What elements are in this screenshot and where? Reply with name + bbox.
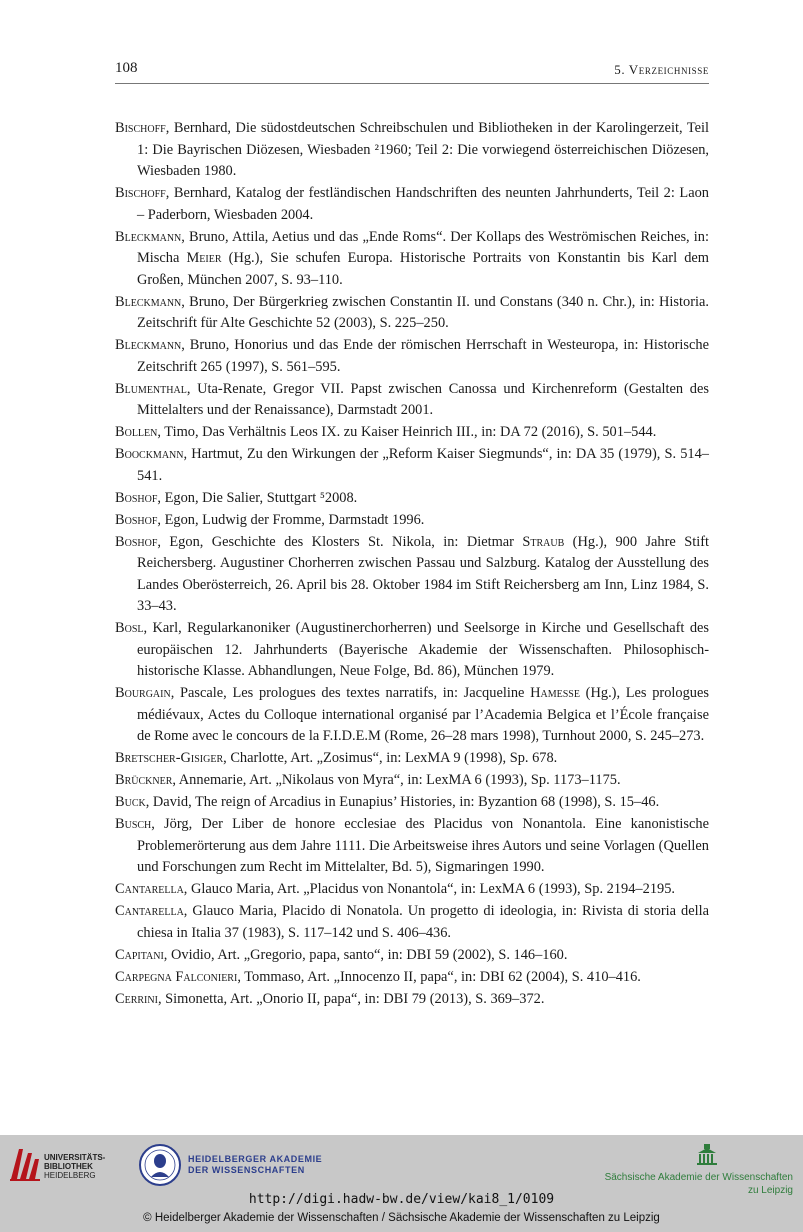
entry-author: Bollen (115, 424, 158, 440)
saw-building-icon (696, 1143, 718, 1167)
entry-text: , David, The reign of Arcadius in Eunapius’ Histories, in: Byzantion 68 (1998), S. 15–46. (145, 794, 660, 810)
bibliography-entry (115, 335, 709, 378)
entry-text: , Annemarie, Art. „Nikolaus von Myra“, in: LexMA 6 (1993), Sp. 1173–1175. (172, 772, 621, 788)
entry-author: Bleckmann (115, 293, 182, 310)
bibliography-entry (115, 292, 709, 335)
entry-editor: Meier (186, 250, 222, 266)
bibliography-entry (115, 901, 709, 944)
entry-author: Brückner (115, 772, 173, 788)
ub-line-1: UNIVERSITÄTS- (44, 1153, 106, 1162)
entry-author: Cantarella (115, 881, 184, 897)
entry-author: Cantarella (115, 903, 184, 919)
hadw-line-2: DER WISSENSCHAFTEN (188, 1165, 305, 1175)
bibliography-entry (115, 488, 709, 510)
entry-text: , Egon, Die Salier, Stuttgart ⁵2008. (157, 489, 358, 506)
entry-author: Bischoff (115, 120, 166, 136)
bibliography-entry (115, 879, 709, 901)
entry-text: , Karl, Regularkanoniker (Augustinerchorherren) und Seelsorge in Kirche und Gesellschaft des europäischen 12. Jahrhunderts (Bayerische Akademie der Wissenschaften. Philosophisch-historische Klasse. Abhandlungen, Neue Folge, Bd. 86), München 1979. (137, 620, 709, 679)
entry-author: Boshof (115, 533, 158, 550)
entry-text: , Uta-Renate, Gregor VII. Papst zwischen Canossa und Kirchenreform (Gestalten des Mittelalters und der Renaissance), Darmstadt 2001. (137, 380, 709, 418)
bibliography-entry (115, 814, 709, 879)
entry-text-continued: (Hg.), Sie schufen Europa. Historische Portraits von Konstantin bis Karl dem Großen, München 2007, S. 93–110. (137, 250, 709, 288)
entry-author: Bleckmann (115, 337, 182, 353)
entry-text: , Jörg, Der Liber de honore ecclesiae des Placidus von Nonantola. Eine kanonistische Problemerörterung aus dem Jahre 1111. Die Arbeitsweise ihres Autors und seine Vorlagen (Quellen und Forschungen zum Recht im Mittelalter, Bd. 5), Sigmaringen 1990. (137, 816, 709, 875)
entry-author: Busch (115, 816, 152, 832)
bibliography-entry (115, 510, 709, 532)
permalink[interactable]: http://digi.hadw-bw.de/view/kai8_1/0109 (248, 1192, 555, 1207)
bibliography-entry (115, 792, 709, 814)
hadw-line-1: HEIDELBERGER AKADEMIE (188, 1154, 323, 1164)
bibliography-entry (115, 683, 709, 748)
entry-text: , Ovidio, Art. „Gregorio, papa, santo“, in: DBI 59 (2002), S. 146–160. (163, 946, 568, 963)
running-head: 5. Verzeichnisse (614, 62, 709, 77)
entry-author: Boockmann (115, 446, 184, 462)
entry-author: Buck (115, 794, 146, 810)
bibliography (115, 118, 709, 1011)
entry-author: Bischoff (115, 185, 166, 201)
bibliography-entry (115, 989, 709, 1011)
bibliography-entry (115, 118, 709, 183)
entry-author: Capitani (115, 946, 164, 963)
entry-text: , Charlotte, Art. „Zosimus“, in: LexMA 9 (1998), Sp. 678. (223, 750, 558, 766)
entry-editor: Straub (522, 533, 565, 550)
saw-line-1: Sächsische Akademie der Wissenschaften (604, 1172, 793, 1183)
saw-line-2: zu Leipzig (747, 1185, 793, 1196)
entry-author: Carpegna Falconieri (115, 968, 238, 985)
entry-text: , Bruno, Der Bürgerkrieg zwischen Constantin II. und Constans (340 n. Chr.), in: Historia. Zeitschrift für Alte Geschichte 52 (2003), S. 225–250. (137, 293, 709, 331)
bibliography-entry (115, 770, 709, 792)
entry-text: , Bernhard, Die südostdeutschen Schreibschulen und Bibliotheken in der Karolingerzeit, Teil 1: Die Bayrischen Diözesen, Wiesbaden ²1960; Teil 2: Die vorwiegend österreichischen Diözesen, Wiesbaden 1980. (137, 120, 709, 179)
entry-author: Cerrini (115, 990, 158, 1007)
bibliography-entry (115, 379, 709, 422)
entry-text: , Egon, Geschichte des Klosters St. Nikola, in: Dietmar (157, 533, 523, 550)
ub-line-2: BIBLIOTHEK (44, 1162, 93, 1171)
entry-text: , Bernhard, Katalog der festländischen Handschriften des neunten Jahrhunderts, Teil 2: Laon – Paderborn, Wiesbaden 2004. (137, 185, 709, 223)
bibliography-entry (115, 967, 709, 989)
entry-author: Blumenthal (115, 380, 187, 397)
header-rule (115, 83, 709, 84)
page-number: 108 (115, 60, 138, 76)
entry-author: Bosl (115, 620, 144, 636)
entry-text: , Glauco Maria, Placido di Nonatola. Un progetto di ideologia, in: Rivista di storia della chiesa in Italia 37 (1983), S. 117–142 und S. 406–436. (137, 903, 709, 941)
entry-text: , Simonetta, Art. „Onorio II, papa“, in: DBI 79 (2013), S. 369–372. (157, 990, 545, 1007)
entry-editor: Hamesse (530, 685, 580, 701)
copyright-notice: © Heidelberger Akademie der Wissenschaften / Sächsische Akademie der Wissenschaften zu Leipzig (143, 1212, 660, 1224)
entry-author: Bourgain (115, 685, 171, 701)
entry-author: Bretscher-Gisiger (115, 750, 224, 766)
hadw-seal-icon (138, 1143, 182, 1187)
entry-text: , Tommaso, Art. „Innocenzo II, papa“, in: DBI 62 (2004), S. 410–416. (237, 968, 641, 985)
entry-text: , Timo, Das Verhältnis Leos IX. zu Kaiser Heinrich III., in: DA 72 (2016), S. 501–544. (157, 424, 657, 440)
bibliography-entry (115, 748, 709, 770)
entry-text: , Egon, Ludwig der Fromme, Darmstadt 1996. (157, 511, 425, 528)
entry-text: , Pascale, Les prologues des textes narratifs, in: Jacqueline (170, 685, 531, 701)
university-library-logo-icon (8, 1143, 42, 1183)
entry-text-continued: (Hg.), Les prologues médiévaux, Actes du Colloque international organisé par l’Academia Belgica et l’École française de Rome avec le concours de la F.I.D.E.M (Rome, 26–28 mars 1998), Turnhout 2000, S. 245–273. (137, 685, 709, 744)
entry-text: , Bruno, Attila, Aetius und das „Ende Roms“. Der Kollaps des Weströmischen Reiches, in: Mischa (137, 228, 709, 266)
entry-text: , Hartmut, Zu den Wirkungen der „Reform Kaiser Siegmunds“, in: DA 35 (1979), S. 514–541. (137, 446, 709, 484)
bibliography-entry (115, 444, 709, 487)
entry-text: , Bruno, Honorius und das Ende der römischen Herrschaft in Westeuropa, in: Historische Zeitschrift 265 (1997), S. 561–595. (137, 337, 709, 375)
bibliography-entry (115, 532, 709, 618)
bibliography-entry (115, 945, 709, 967)
entry-author: Bleckmann (115, 228, 182, 245)
bibliography-entry (115, 422, 709, 444)
entry-text-continued: (Hg.), 900 Jahre Stift Reichersberg. Augustiner Chorherren zwischen Passau und Salzburg. Katalog der Ausstellung des Landes Oberösterreich, 26. April bis 28. Oktober 1984 im Stift Reichersberg am Inn, Linz 1984, S. 33–43. (137, 533, 709, 614)
entry-text: , Glauco Maria, Art. „Placidus von Nonantola“, in: LexMA 6 (1993), Sp. 2194–2195. (183, 881, 676, 897)
bibliography-entry (115, 227, 709, 292)
entry-author: Boshof (115, 489, 158, 506)
ub-line-3: HEIDELBERG (44, 1171, 96, 1180)
bibliography-entry (115, 618, 709, 683)
bibliography-entry (115, 183, 709, 226)
entry-author: Boshof (115, 511, 158, 528)
